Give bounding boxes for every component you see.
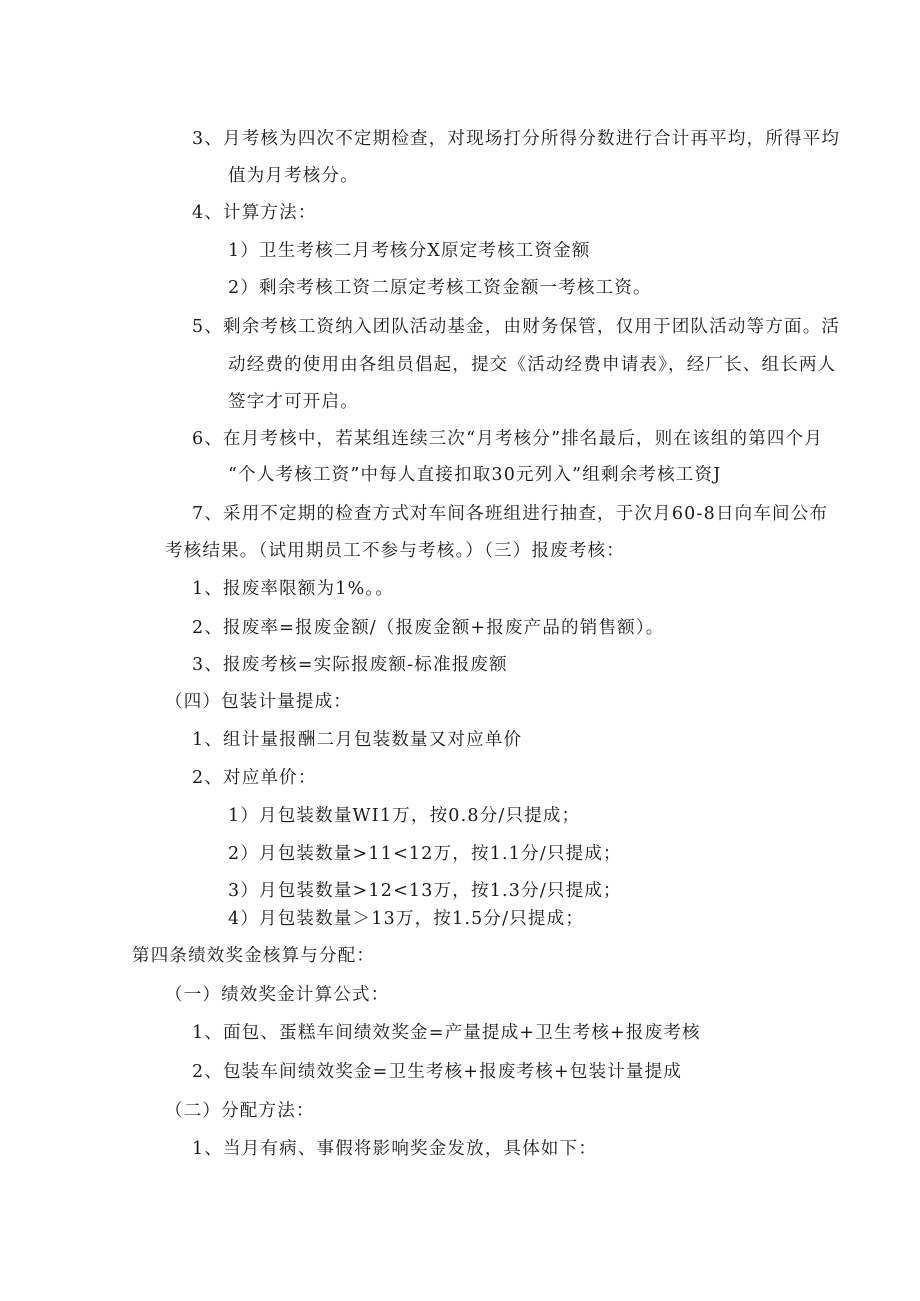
para-6-line-2: “个人考核工资”中每人直接扣取30元列入”组剩余考核工资J [228, 465, 722, 485]
article-4-heading: 第四条绩效奖金核算与分配： [132, 946, 376, 966]
packaging-item-2: 2、对应单价： [192, 768, 317, 788]
formula-item-1: 1、面包、蛋糕车间绩效奖金=产量提成+卫生考核+报废考核 [192, 1023, 701, 1043]
distribution-item-1: 1、当月有病、事假将影响奖金发放，具体如下： [192, 1139, 598, 1159]
para-7-line-1: 7、采用不定期的检查方式对车间各班组进行抽查，于次月60-8日向车间公布 [192, 504, 829, 524]
packaging-item-1: 1、组计量报酬二月包装数量又对应单价 [192, 730, 523, 750]
section-4-heading: （四）包装计量提成： [165, 692, 352, 712]
formula-item-2: 2、包装车间绩效奖金=卫生考核+报废考核+包装计量提成 [192, 1062, 683, 1082]
para-4-item-2: 2）剩余考核工资二原定考核工资金额一考核工资。 [228, 278, 652, 298]
unit-price-4: 4）月包装数量＞13万，按1.5分/只提成； [228, 909, 585, 929]
para-7-line-2: 考核结果。（试用期员工不参与考核。）（三）报废考核： [165, 541, 625, 561]
scrap-item-1: 1、报废率限额为1%。。 [192, 579, 395, 599]
unit-price-2: 2）月包装数量>11<12万，按1.1分/只提成； [228, 844, 622, 864]
unit-price-1: 1）月包装数量WI1万，按0.8分/只提成； [228, 806, 581, 826]
para-5-line-1: 5、剩余考核工资纳入团队活动基金，由财务保管，仅用于团队活动等方面。活 [192, 317, 841, 337]
scrap-item-2: 2、报废率=报废金额/（报废金额+报废产品的销售额）。 [192, 618, 665, 638]
subsection-1-heading: （一）绩效奖金计算公式： [165, 985, 390, 1005]
para-4-heading: 4、计算方法： [192, 203, 317, 223]
para-6-line-1: 6、在月考核中，若某组连续三次“月考核分”排名最后，则在该组的第四个月 [192, 429, 824, 449]
para-3-line-2: 值为月考核分。 [228, 166, 359, 186]
para-3-line-1: 3、月考核为四次不定期检查，对现场打分所得分数进行合计再平均，所得平均 [192, 129, 841, 149]
para-5-line-3: 签字才可开启。 [228, 392, 359, 412]
subsection-2-heading: （二）分配方法： [165, 1101, 315, 1121]
para-4-item-1: 1）卫生考核二月考核分X原定考核工资金额 [228, 241, 591, 261]
scrap-item-3: 3、报废考核=实际报废额-标准报废额 [192, 655, 508, 675]
para-5-line-2: 动经费的使用由各组员倡起，提交《活动经费申请表》，经厂长、组长两人 [228, 355, 837, 375]
unit-price-3: 3）月包装数量>12<13万，按1.3分/只提成； [228, 881, 622, 901]
